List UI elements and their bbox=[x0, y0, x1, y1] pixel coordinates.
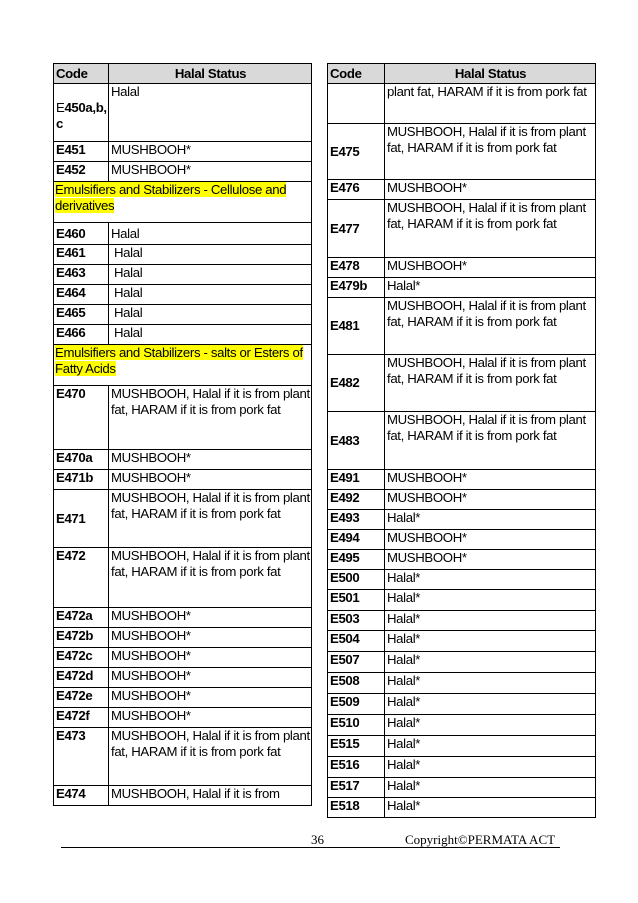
code-cell bbox=[328, 84, 385, 124]
status-cell: Halal* bbox=[385, 757, 596, 778]
status-cell: MUSHBOOH, Halal if it is from plant fat, HARAM if it is from pork fat bbox=[385, 355, 596, 412]
code-cell: E475 bbox=[328, 124, 385, 180]
table-row bbox=[328, 278, 596, 298]
status-cell: Halal bbox=[109, 285, 312, 305]
code-cell: E450a,b, c bbox=[54, 84, 109, 142]
status-cell: MUSHBOOH* bbox=[109, 608, 312, 628]
code-cell: E481 bbox=[328, 298, 385, 355]
code-cell: E460 bbox=[54, 223, 109, 245]
table-row bbox=[328, 258, 596, 278]
table-row bbox=[54, 386, 312, 450]
code-cell: E491 bbox=[328, 470, 385, 490]
code-cell: E461 bbox=[54, 245, 109, 265]
code-cell: E493 bbox=[328, 510, 385, 530]
status-cell: Halal bbox=[109, 305, 312, 325]
code-cell: E500 bbox=[328, 570, 385, 590]
additive-table-left bbox=[53, 63, 312, 806]
status-cell: MUSHBOOH, Halal if it is from plant fat, HARAM if it is from pork fat bbox=[109, 386, 312, 450]
status-header: Halal Status bbox=[385, 64, 596, 84]
code-cell: E470a bbox=[54, 450, 109, 470]
code-cell: E503 bbox=[328, 611, 385, 631]
table-row bbox=[54, 688, 312, 708]
category-cell bbox=[54, 345, 312, 386]
status-cell: MUSHBOOH* bbox=[385, 258, 596, 278]
code-cell: E477 bbox=[328, 200, 385, 258]
code-cell: E463 bbox=[54, 265, 109, 285]
status-cell: Halal* bbox=[385, 694, 596, 715]
table-row bbox=[328, 200, 596, 258]
table-row bbox=[54, 608, 312, 628]
table-row bbox=[328, 490, 596, 510]
status-cell: MUSHBOOH, Halal if it is from bbox=[109, 786, 312, 806]
table-row bbox=[54, 708, 312, 728]
table-row bbox=[54, 142, 312, 162]
code-cell: E472b bbox=[54, 628, 109, 648]
code-cell: E466 bbox=[54, 325, 109, 345]
table-row bbox=[54, 490, 312, 548]
table-row bbox=[328, 798, 596, 818]
table-row bbox=[328, 530, 596, 550]
status-cell: plant fat, HARAM if it is from pork fat bbox=[385, 84, 596, 124]
status-cell: MUSHBOOH* bbox=[385, 470, 596, 490]
table-row bbox=[328, 736, 596, 757]
code-cell: E474 bbox=[54, 786, 109, 806]
code-cell: E494 bbox=[328, 530, 385, 550]
status-cell: MUSHBOOH, Halal if it is from plant fat, HARAM if it is from pork fat bbox=[385, 124, 596, 180]
table-row bbox=[328, 757, 596, 778]
status-cell: Halal* bbox=[385, 611, 596, 631]
status-cell: MUSHBOOH, Halal if it is from plant fat, HARAM if it is from pork fat bbox=[385, 298, 596, 355]
code-cell: E482 bbox=[328, 355, 385, 412]
status-cell: MUSHBOOH* bbox=[109, 628, 312, 648]
table-row bbox=[54, 728, 312, 786]
table-header bbox=[54, 64, 312, 84]
code-cell: E452 bbox=[54, 162, 109, 182]
code-cell: E476 bbox=[328, 180, 385, 200]
code-cell: E515 bbox=[328, 736, 385, 757]
table-row bbox=[328, 673, 596, 694]
table-row bbox=[328, 631, 596, 652]
status-cell: MUSHBOOH* bbox=[385, 490, 596, 510]
code-cell: E471 bbox=[54, 490, 109, 548]
table-row bbox=[54, 265, 312, 285]
code-cell: E470 bbox=[54, 386, 109, 450]
table-row bbox=[328, 298, 596, 355]
code-cell: E510 bbox=[328, 715, 385, 736]
status-cell: MUSHBOOH, Halal if it is from plant fat, HARAM if it is from pork fat bbox=[109, 548, 312, 608]
table-row bbox=[328, 550, 596, 570]
table-row bbox=[54, 325, 312, 345]
code-cell: E495 bbox=[328, 550, 385, 570]
code-cell: E509 bbox=[328, 694, 385, 715]
code-cell: E508 bbox=[328, 673, 385, 694]
status-cell: Halal* bbox=[385, 631, 596, 652]
table-row bbox=[54, 628, 312, 648]
status-cell: MUSHBOOH* bbox=[109, 142, 312, 162]
table-row bbox=[328, 510, 596, 530]
category-row bbox=[54, 345, 312, 386]
status-cell: MUSHBOOH, Halal if it is from plant fat, HARAM if it is from pork fat bbox=[109, 728, 312, 786]
code-cell: E472e bbox=[54, 688, 109, 708]
status-cell: MUSHBOOH* bbox=[109, 450, 312, 470]
category-label: Emulsifiers and Stabilizers - salts or Esters of Fatty Acids bbox=[55, 345, 303, 376]
code-cell: E501 bbox=[328, 590, 385, 611]
status-cell: MUSHBOOH* bbox=[109, 648, 312, 668]
table-row bbox=[54, 223, 312, 245]
code-cell: E472a bbox=[54, 608, 109, 628]
category-label: Emulsifiers and Stabilizers - Cellulose and derivatives bbox=[55, 182, 287, 213]
code-cell: E451 bbox=[54, 142, 109, 162]
table-row bbox=[328, 715, 596, 736]
status-cell: Halal* bbox=[385, 652, 596, 673]
status-cell: MUSHBOOH* bbox=[385, 550, 596, 570]
table-row bbox=[54, 648, 312, 668]
status-cell: MUSHBOOH, Halal if it is from plant fat, HARAM if it is from pork fat bbox=[385, 412, 596, 470]
table-row bbox=[328, 570, 596, 590]
status-cell: MUSHBOOH* bbox=[109, 688, 312, 708]
status-cell: Halal* bbox=[385, 715, 596, 736]
table-row bbox=[328, 84, 596, 124]
status-cell: Halal* bbox=[385, 510, 596, 530]
table-row bbox=[54, 548, 312, 608]
table-row bbox=[54, 162, 312, 182]
table-row bbox=[328, 778, 596, 798]
code-cell: E471b bbox=[54, 470, 109, 490]
status-cell: Halal bbox=[109, 84, 312, 142]
code-cell: E465 bbox=[54, 305, 109, 325]
copyright-notice: Copyright©PERMATA ACT bbox=[405, 832, 556, 847]
table-row bbox=[54, 668, 312, 688]
code-cell: E479b bbox=[328, 278, 385, 298]
table-row bbox=[54, 786, 312, 806]
status-cell: Halal* bbox=[385, 278, 596, 298]
status-cell: Halal* bbox=[385, 736, 596, 757]
status-cell: MUSHBOOH* bbox=[109, 470, 312, 490]
table-row bbox=[328, 470, 596, 490]
category-cell bbox=[54, 182, 312, 223]
code-header: Code bbox=[328, 64, 385, 84]
status-cell: Halal bbox=[109, 223, 312, 245]
additive-table-right bbox=[327, 63, 596, 818]
status-cell: MUSHBOOH* bbox=[385, 530, 596, 550]
code-header: Code bbox=[54, 64, 109, 84]
code-cell: E517 bbox=[328, 778, 385, 798]
status-cell: Halal* bbox=[385, 673, 596, 694]
table-header bbox=[328, 64, 596, 84]
code-cell: E473 bbox=[54, 728, 109, 786]
status-cell: MUSHBOOH* bbox=[109, 708, 312, 728]
page-number: 36 bbox=[311, 832, 324, 847]
table-row bbox=[328, 124, 596, 180]
status-cell: MUSHBOOH, Halal if it is from plant fat, HARAM if it is from pork fat bbox=[109, 490, 312, 548]
table-row bbox=[328, 611, 596, 631]
status-header: Halal Status bbox=[109, 64, 312, 84]
code-cell: E516 bbox=[328, 757, 385, 778]
code-cell: E518 bbox=[328, 798, 385, 818]
code-cell: E504 bbox=[328, 631, 385, 652]
table-row bbox=[328, 652, 596, 673]
code-cell: E483 bbox=[328, 412, 385, 470]
status-cell: MUSHBOOH* bbox=[109, 162, 312, 182]
status-cell: Halal* bbox=[385, 590, 596, 611]
code-cell: E478 bbox=[328, 258, 385, 278]
category-row bbox=[54, 182, 312, 223]
table-row bbox=[328, 355, 596, 412]
code-cell: E472c bbox=[54, 648, 109, 668]
status-cell: MUSHBOOH* bbox=[385, 180, 596, 200]
table-row bbox=[54, 450, 312, 470]
table-row bbox=[328, 694, 596, 715]
table-row bbox=[54, 285, 312, 305]
table-row bbox=[54, 84, 312, 142]
status-cell: Halal bbox=[109, 245, 312, 265]
code-cell: E492 bbox=[328, 490, 385, 510]
table-row bbox=[54, 245, 312, 265]
table-row bbox=[54, 470, 312, 490]
code-cell: E472d bbox=[54, 668, 109, 688]
status-cell: Halal* bbox=[385, 570, 596, 590]
status-cell: Halal* bbox=[385, 778, 596, 798]
code-cell: E507 bbox=[328, 652, 385, 673]
code-cell: E472f bbox=[54, 708, 109, 728]
status-cell: Halal bbox=[109, 265, 312, 285]
status-cell: MUSHBOOH, Halal if it is from plant fat, HARAM if it is from pork fat bbox=[385, 200, 596, 258]
code-cell: E472 bbox=[54, 548, 109, 608]
status-cell: Halal bbox=[109, 325, 312, 345]
table-row bbox=[328, 412, 596, 470]
table-row bbox=[54, 305, 312, 325]
code-cell: E464 bbox=[54, 285, 109, 305]
status-cell: MUSHBOOH* bbox=[109, 668, 312, 688]
status-cell: Halal* bbox=[385, 798, 596, 818]
table-row bbox=[328, 180, 596, 200]
table-row bbox=[328, 590, 596, 611]
